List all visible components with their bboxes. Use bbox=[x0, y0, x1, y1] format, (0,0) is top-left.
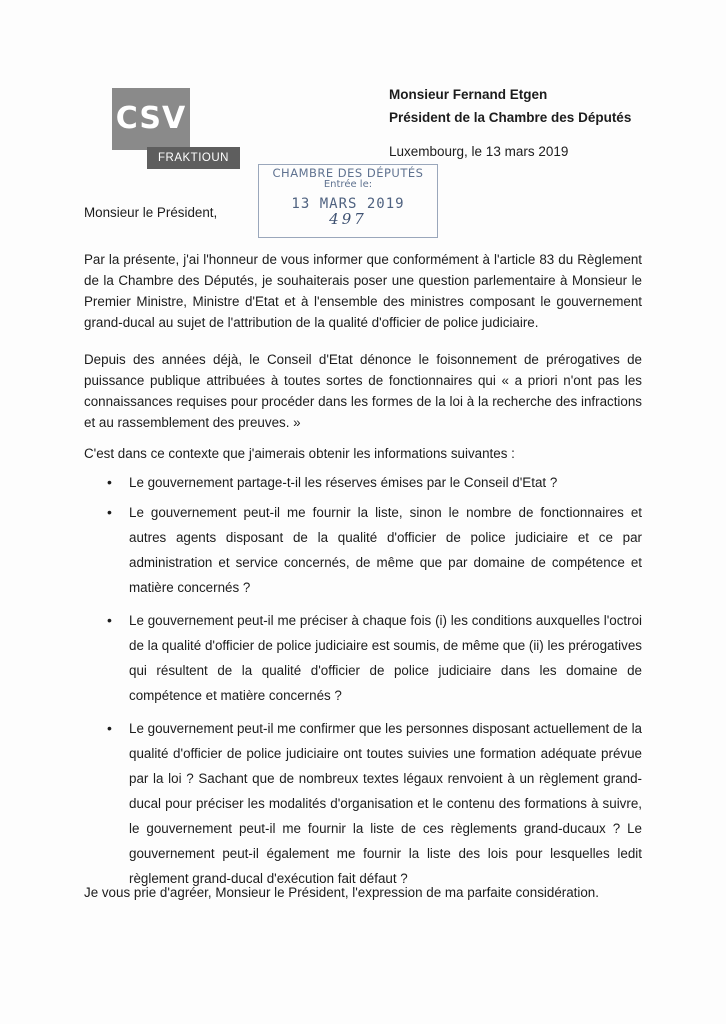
logo-sub: FRAKTIOUN bbox=[147, 147, 240, 169]
stamp-title: CHAMBRE DES DÉPUTÉS bbox=[272, 166, 424, 180]
question-text: Le gouvernement peut-il me confirmer que les personnes disposant actuellement de la qualité d'officier de police judiciaire ont toutes suivies une formation adéquate prévue par la loi ? Sachant que de nombreux textes légaux renvoient à un règlement grand-ducal pour préciser les modalités d'organisation et le contenu des formations à suivre, le gouvernement peut-il me fournir la liste de ces règlements grand-ducaux ? Le gouvernement peut-il également me fournir la liste des lois pour lesquelles ledit règlement grand-ducal d'exécution fait défaut ? bbox=[129, 721, 642, 886]
list-item bbox=[107, 470, 642, 495]
logo-main: CSV bbox=[112, 88, 190, 150]
closing-line: Je vous prie d'agréer, Monsieur le Président, l'expression de ma parfaite considération. bbox=[84, 885, 599, 900]
stamp-subtitle: Entrée le: bbox=[323, 179, 373, 190]
list-item bbox=[107, 608, 642, 708]
bullet-icon: • bbox=[107, 612, 112, 628]
questions-list bbox=[107, 470, 642, 891]
stamp-date: 13 MARS 2019 bbox=[291, 196, 405, 212]
list-item bbox=[107, 716, 642, 891]
date-line: Luxembourg, le 13 mars 2019 bbox=[389, 144, 569, 159]
addressee-block bbox=[389, 83, 631, 129]
addressee-title: Président de la Chambre des Députés bbox=[389, 110, 632, 125]
bullet-icon: • bbox=[107, 474, 112, 490]
bullet-icon: • bbox=[107, 504, 112, 520]
paragraph: Par la présente, j'ai l'honneur de vous informer que conformément à l'article 83 du Règlement de la Chambre des Députés, je souhaiterais poser une question parlementaire à Monsieur le Premier Ministre, Ministre d'Etat et à l'ensemble des ministres composant le gouvernement grand-ducal au sujet de l'attribution de la qualité d'officier de police judiciaire. bbox=[84, 252, 642, 330]
question-text: Le gouvernement partage-t-il les réserves émises par le Conseil d'Etat ? bbox=[129, 475, 558, 490]
salutation: Monsieur le Président, bbox=[84, 205, 218, 220]
questions-intro: C'est dans ce contexte que j'aimerais obtenir les informations suivantes : bbox=[84, 446, 515, 461]
reception-stamp bbox=[258, 164, 438, 238]
list-item bbox=[107, 500, 642, 600]
stamp-number: 497 bbox=[329, 210, 367, 228]
paragraph: Depuis des années déjà, le Conseil d'Etat dénonce le foisonnement de prérogatives de puissance publique attribuées à toutes sortes de fonctionnaires qui « a priori n'ont pas les connaissances requises pour procéder dans les formes de la loi à la recherche des infractions et au rassemblement des preuves. » bbox=[84, 352, 642, 430]
addressee-name: Monsieur Fernand Etgen bbox=[389, 87, 548, 102]
question-text: Le gouvernement peut-il me préciser à chaque fois (i) les conditions auxquelles l'octroi de la qualité d'officier de police judiciaire est soumis, de même que (ii) les prérogatives qui résultent de la qualité d'officier de police judiciaire dans les domaine de compétence et matière concernés ? bbox=[129, 613, 642, 703]
bullet-icon: • bbox=[107, 720, 112, 736]
question-text: Le gouvernement peut-il me fournir la liste, sinon le nombre de fonctionnaires et autres agents disposant de la qualité d'officier de police judiciaire et ce par administration et service concernés, de même que par domaine de compétence et matière concernés ? bbox=[129, 505, 642, 595]
csv-logo bbox=[112, 88, 240, 178]
